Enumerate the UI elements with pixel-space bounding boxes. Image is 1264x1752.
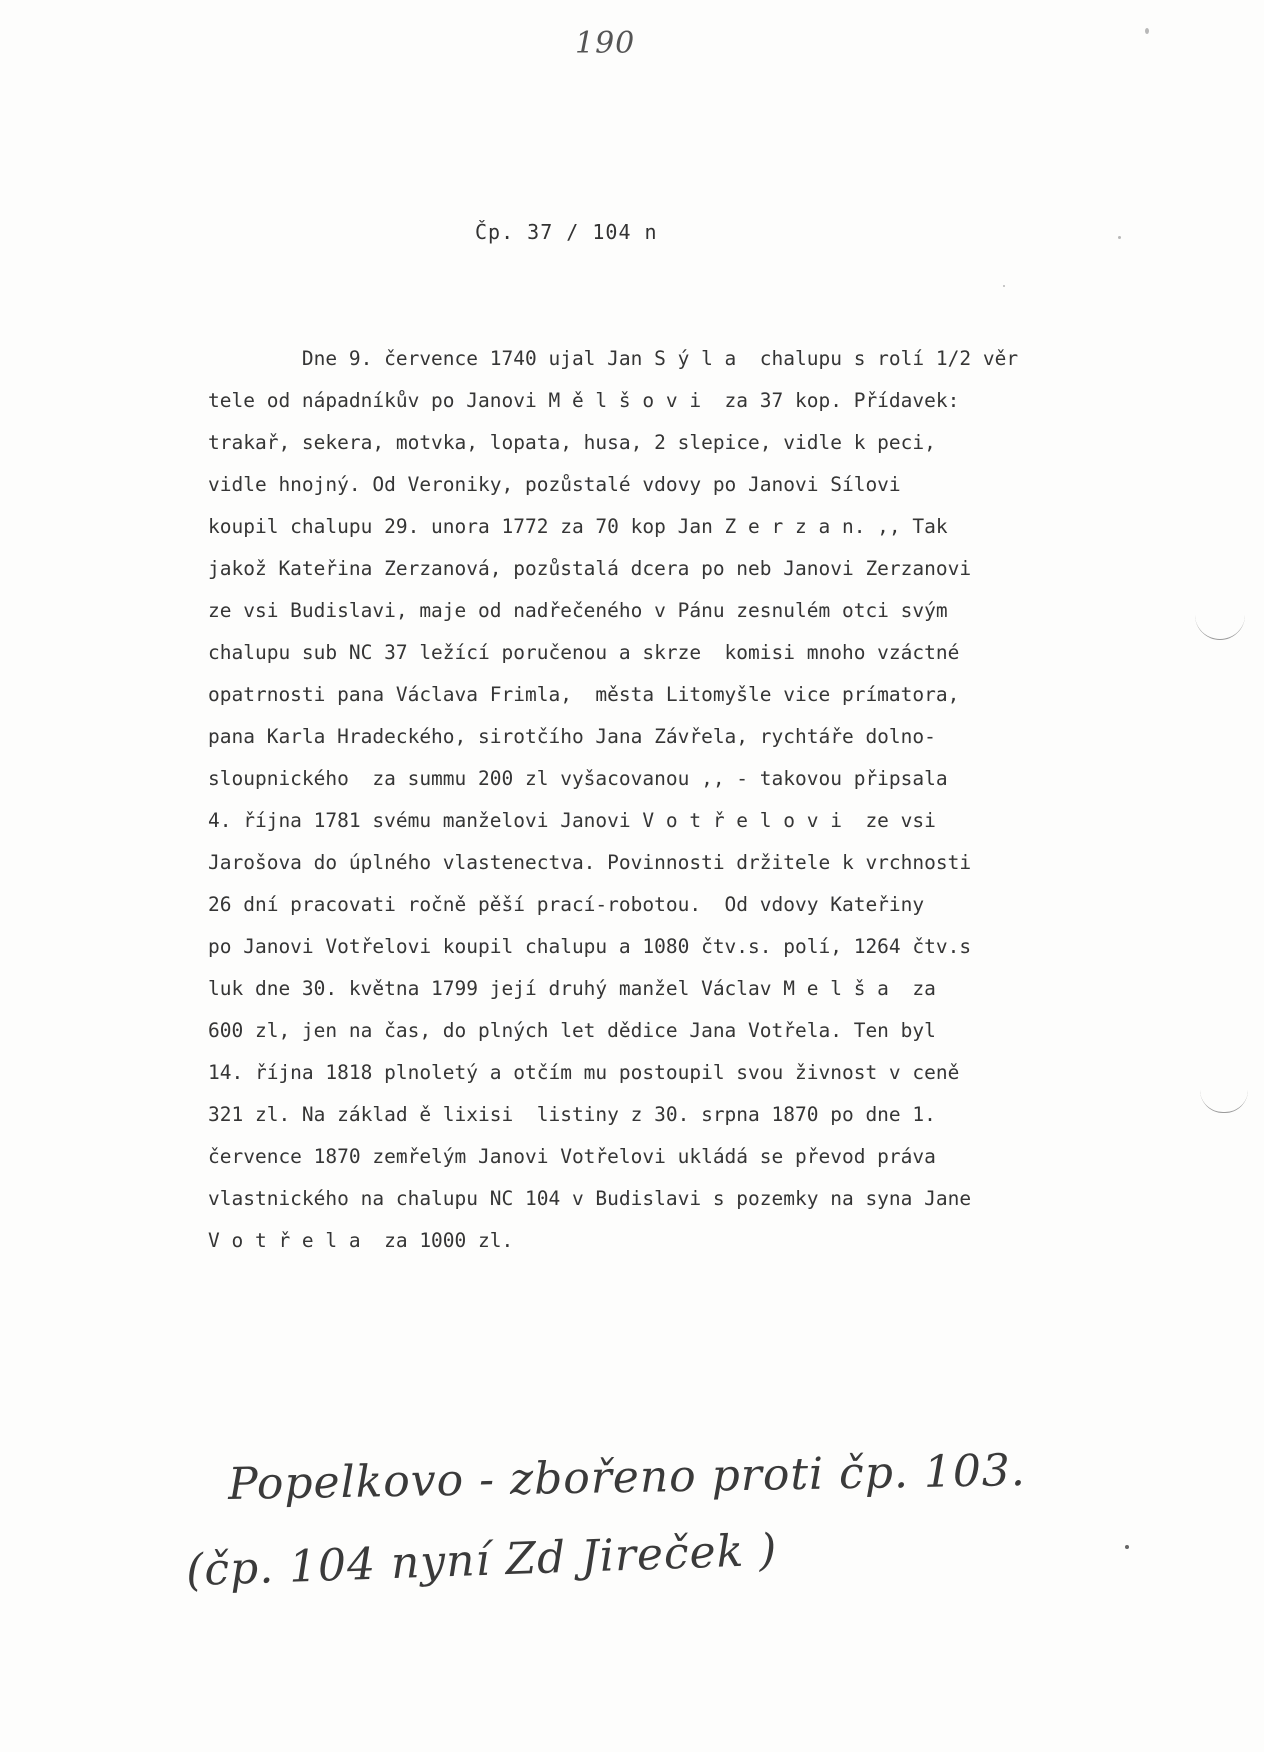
text-line: července 1870 zemřelým Janovi Votřelovi ukládá se převod práva [208, 1145, 936, 1168]
text-line: chalupu sub NC 37 ležící poručenou a skrze komisi mnoho vzáctné [208, 641, 960, 664]
text-line: sloupnického za summu 200 zl vyšacovanou ,, - takovou připsala [208, 767, 948, 790]
text-line: vidle hnojný. Od Veroniky, pozůstalé vdovy po Janovi Sílovi [208, 473, 901, 496]
text-line: luk dne 30. května 1799 její druhý manžel Václav M e l š a za [208, 977, 936, 1000]
text-line: pana Karla Hradeckého, sirotčího Jana Závřela, rychtáře dolno- [208, 725, 936, 748]
text-line: 321 zl. Na základ ě lixisi listiny z 30. srpna 1870 po dne 1. [208, 1103, 936, 1126]
paper-edge-mark [1200, 1090, 1248, 1113]
text-line: 14. října 1818 plnoletý a otčím mu postoupil svou živnost v ceně [208, 1061, 960, 1084]
text-line: opatrnosti pana Václava Frimla, města Litomyšle vice prímatora, [208, 683, 960, 706]
text-line: vlastnického na chalupu NC 104 v Budislavi s pozemky na syna Jane [208, 1187, 972, 1210]
text-line: koupil chalupu 29. unora 1772 za 70 kop Jan Z e r z a n. ,, Tak [208, 515, 948, 538]
text-line: trakař, sekera, motvka, lopata, husa, 2 slepice, vidle k peci, [208, 431, 936, 454]
document-title: Čp. 37 / 104 n [475, 220, 658, 244]
text-line: jakož Kateřina Zerzanová, pozůstalá dcera po neb Janovi Zerzanovi [208, 557, 972, 580]
text-line: 600 zl, jen na čas, do plných let dědice Jana Votřela. Ten byl [208, 1019, 936, 1042]
text-line: 4. října 1781 svému manželovi Janovi V o t ř e l o v i ze vsi [208, 809, 936, 832]
text-line: tele od nápadníkův po Janovi M ě l š o v i za 37 kop. Přídavek: [208, 389, 960, 412]
text-line: 26 dní pracovati ročně pěší prací-robotou. Od vdovy Kateřiny [208, 893, 925, 916]
text-line: ze vsi Budislavi, maje od nadřečeného v Pánu zesnulém otci svým [208, 599, 948, 622]
body-text [208, 338, 1188, 1262]
paper-edge-mark [1195, 615, 1245, 640]
text-line: Jarošova do úplného vlastenectva. Povinnosti držitele k vrchnosti [208, 851, 972, 874]
paper-speck [1125, 1545, 1129, 1549]
handwritten-note: (čp. 104 nyní Zd Jireček ) [185, 1524, 779, 1597]
text-line: Dne 9. července 1740 ujal Jan S ý l a chalupu s rolí 1/2 věr [208, 347, 1019, 370]
page-number: 190 [575, 26, 636, 61]
text-line: po Janovi Votřelovi koupil chalupu a 1080 čtv.s. polí, 1264 čtv.s [208, 935, 972, 958]
text-line: V o t ř e l a za 1000 zl. [208, 1229, 514, 1252]
paper-speck [1003, 285, 1005, 287]
paper-speck [1118, 236, 1121, 239]
paper-speck [1145, 28, 1149, 34]
handwritten-note: Popelkovo - zbořeno proti čp. 103. [227, 1445, 1027, 1510]
